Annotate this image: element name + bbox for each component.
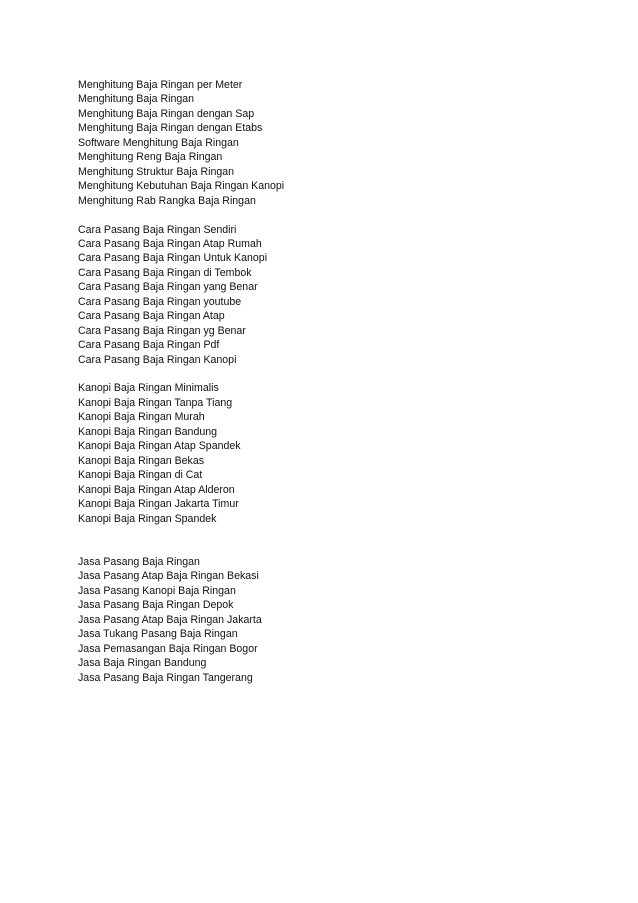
list-item: Jasa Pasang Baja Ringan Tangerang <box>78 671 253 684</box>
blank-line <box>78 208 598 222</box>
list-item: Jasa Pasang Atap Baja Ringan Bekasi <box>78 570 259 583</box>
list-item: Cara Pasang Baja Ringan di Tembok <box>78 266 252 279</box>
list-item: Cara Pasang Baja Ringan yg Benar <box>78 324 246 337</box>
list-item: Menghitung Baja Ringan dengan Etabs <box>78 122 263 135</box>
list-item: Cara Pasang Baja Ringan Untuk Kanopi <box>78 252 268 265</box>
document-page <box>78 78 598 685</box>
list-item: Kanopi Baja Ringan Atap Spandek <box>78 440 241 453</box>
menghitung-list <box>78 78 598 208</box>
list-item: Cara Pasang Baja Ringan youtube <box>78 295 242 308</box>
list-item: Kanopi Baja Ringan Murah <box>78 411 205 424</box>
list-item: Cara Pasang Baja Ringan Sendiri <box>78 223 237 236</box>
list-item: Cara Pasang Baja Ringan Atap Rumah <box>78 237 262 250</box>
list-item: Menghitung Baja Ringan <box>78 93 195 106</box>
list-item: Menghitung Kebutuhan Baja Ringan Kanopi <box>78 180 285 193</box>
list-item: Kanopi Baja Ringan Atap Alderon <box>78 483 235 496</box>
list-item: Kanopi Baja Ringan Bandung <box>78 425 218 438</box>
list-item: Cara Pasang Baja Ringan Atap <box>78 310 225 323</box>
list-item: Kanopi Baja Ringan Minimalis <box>78 382 219 395</box>
blank-line <box>78 526 598 555</box>
list-item: Kanopi Baja Ringan Spandek <box>78 512 217 525</box>
list-item: Software Menghitung Baja Ringan <box>78 136 239 149</box>
list-item: Kanopi Baja Ringan di Cat <box>78 469 203 482</box>
list-item: Kanopi Baja Ringan Bekas <box>78 454 205 467</box>
list-item: Jasa Pasang Atap Baja Ringan Jakarta <box>78 613 262 626</box>
list-item: Jasa Baja Ringan Bandung <box>78 657 207 670</box>
list-item: Menghitung Rab Rangka Baja Ringan <box>78 194 256 207</box>
list-item: Kanopi Baja Ringan Jakarta Timur <box>78 498 239 511</box>
list-item: Jasa Tukang Pasang Baja Ringan <box>78 628 238 641</box>
blank-line <box>78 367 598 381</box>
jasa-list <box>78 555 598 685</box>
list-item: Menghitung Baja Ringan dengan Sap <box>78 107 255 120</box>
list-item: Kanopi Baja Ringan Tanpa Tiang <box>78 396 233 409</box>
kanopi-list <box>78 381 598 526</box>
cara-pasang-list <box>78 223 598 368</box>
list-item: Cara Pasang Baja Ringan Kanopi <box>78 353 237 366</box>
list-item: Jasa Pasang Baja Ringan <box>78 555 200 568</box>
list-item: Jasa Pasang Baja Ringan Depok <box>78 599 234 612</box>
list-item: Menghitung Reng Baja Ringan <box>78 151 223 164</box>
list-item: Menghitung Baja Ringan per Meter <box>78 79 243 91</box>
list-item: Jasa Pasang Kanopi Baja Ringan <box>78 584 236 597</box>
list-item: Jasa Pemasangan Baja Ringan Bogor <box>78 642 258 655</box>
list-item: Menghitung Struktur Baja Ringan <box>78 165 235 178</box>
list-item: Cara Pasang Baja Ringan Pdf <box>78 339 220 352</box>
list-item: Cara Pasang Baja Ringan yang Benar <box>78 281 258 294</box>
